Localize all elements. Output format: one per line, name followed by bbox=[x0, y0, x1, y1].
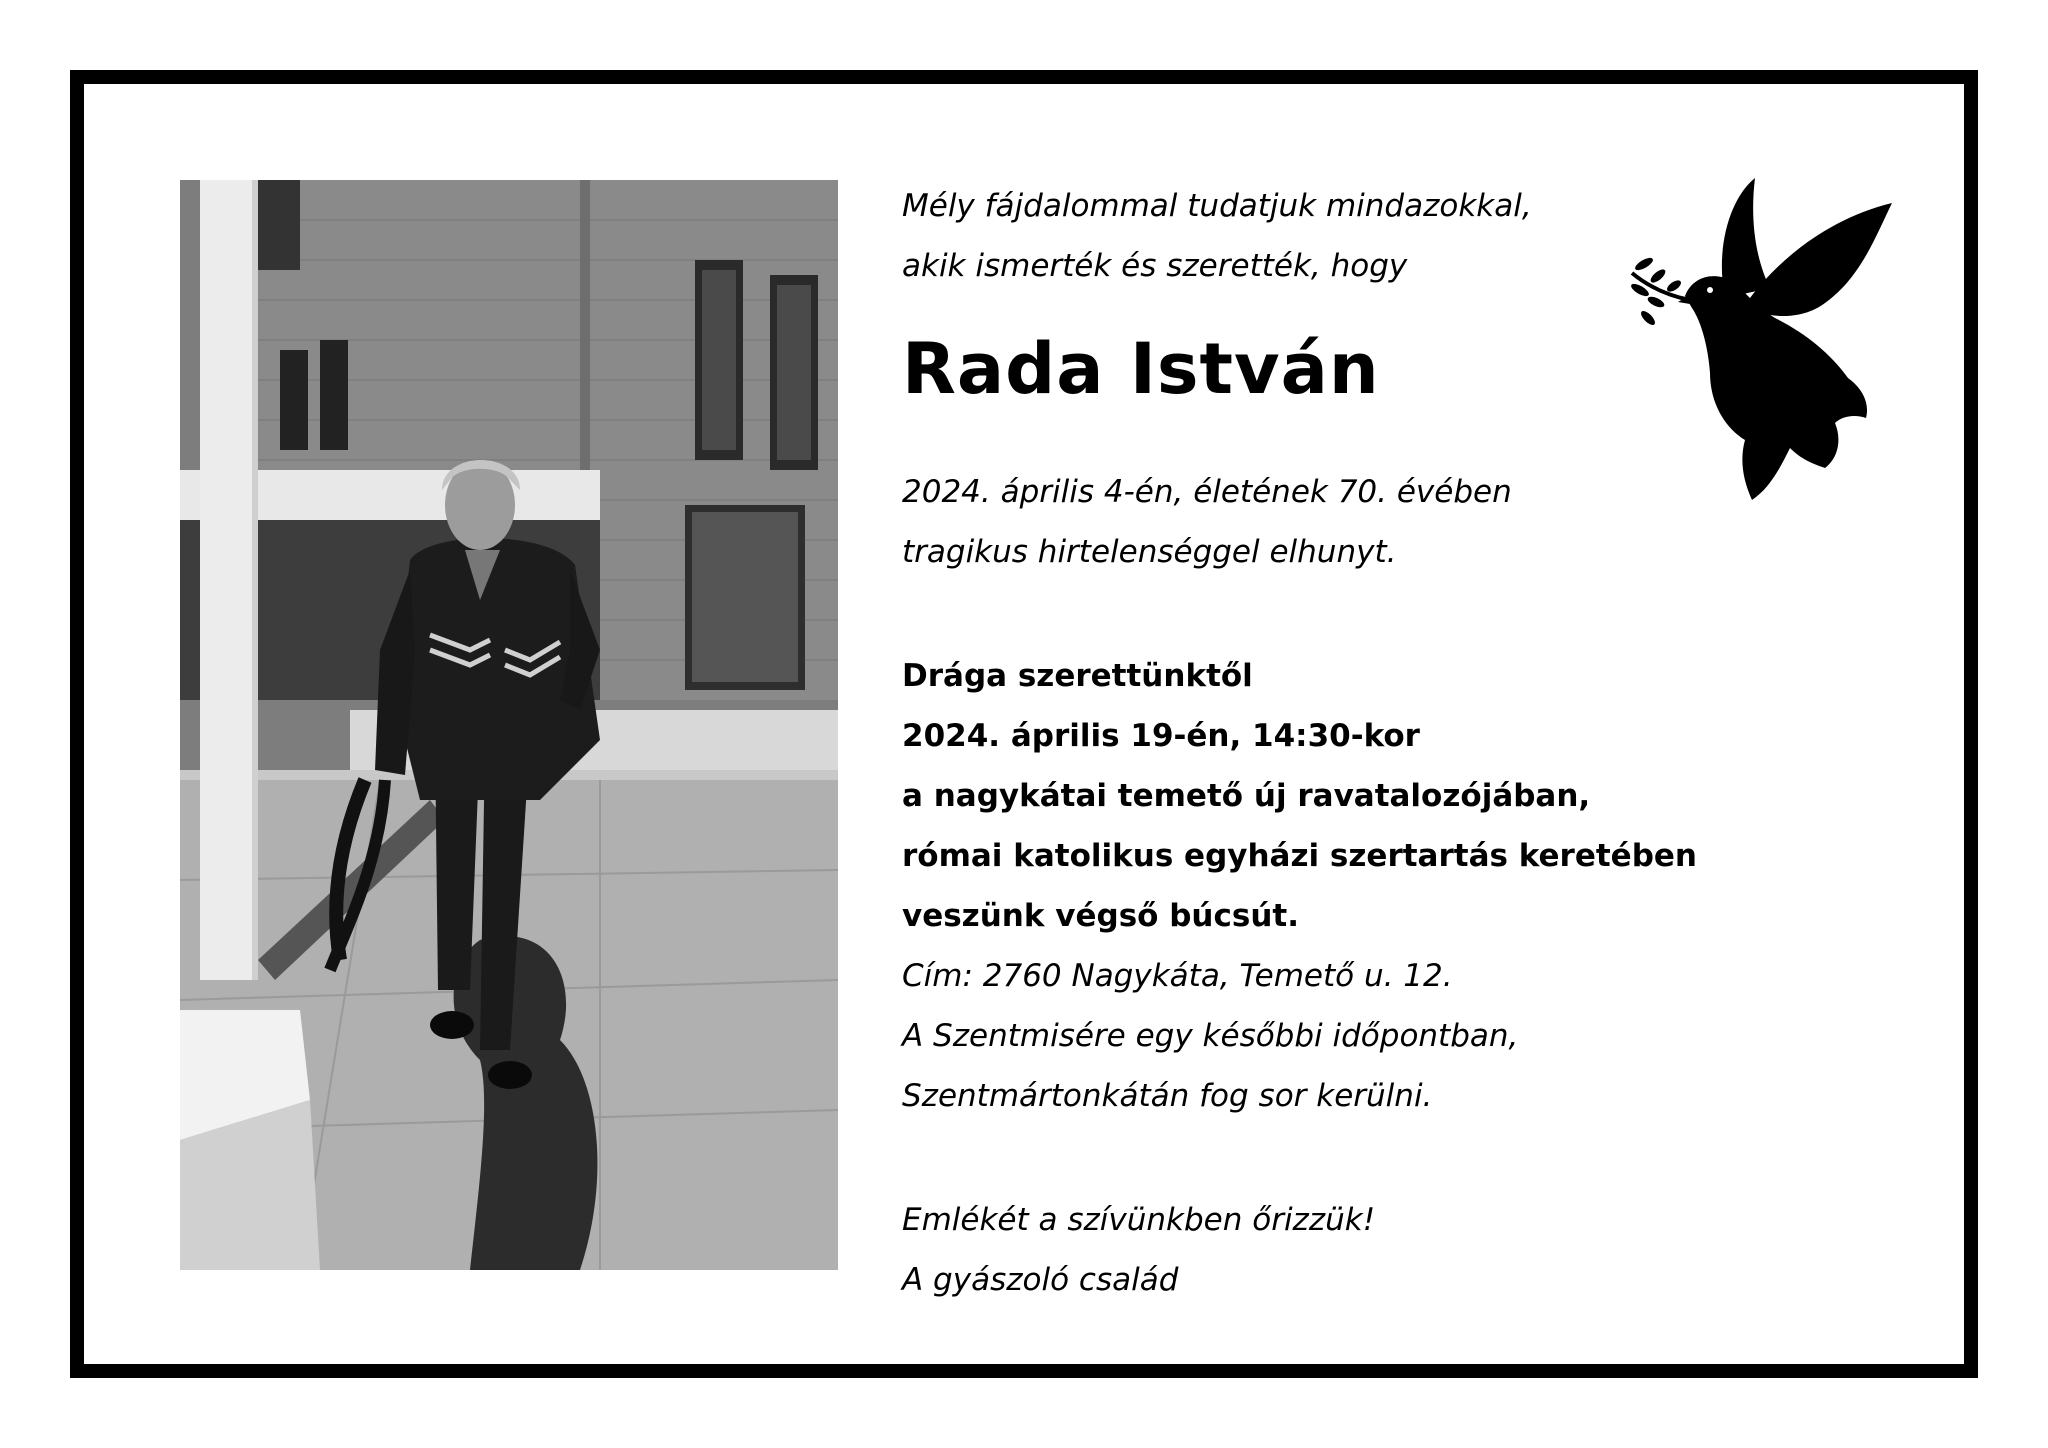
closing-line: A gyászoló család bbox=[902, 1262, 1179, 1298]
mass-note-line: Szentmártonkátán fog sor kerülni. bbox=[902, 1078, 1433, 1114]
portrait-photo bbox=[180, 180, 838, 1270]
mass-note-line: A Szentmisére egy későbbi időpontban, bbox=[902, 1018, 1519, 1054]
funeral-line: a nagykátai temető új ravatalozójában, bbox=[902, 778, 1591, 814]
death-notice-line: 2024. április 4-én, életének 70. évében bbox=[902, 474, 1512, 510]
dove-with-olive-branch-icon bbox=[1630, 178, 1892, 516]
funeral-line: veszünk végső búcsút. bbox=[902, 898, 1299, 934]
closing-line: Emlékét a szívünkben őrizzük! bbox=[902, 1202, 1376, 1238]
funeral-line: 2024. április 19-én, 14:30-kor bbox=[902, 718, 1420, 754]
deceased-name: Rada István bbox=[902, 328, 1380, 410]
intro-line: akik ismerték és szerették, hogy bbox=[902, 248, 1408, 284]
death-notice-line: tragikus hirtelenséggel elhunyt. bbox=[902, 534, 1397, 570]
funeral-line: római katolikus egyházi szertartás keretében bbox=[902, 838, 1697, 874]
address-line: Cím: 2760 Nagykáta, Temető u. 12. bbox=[902, 958, 1453, 994]
intro-line: Mély fájdalommal tudatjuk mindazokkal, bbox=[902, 188, 1532, 224]
funeral-line: Drága szerettünktől bbox=[902, 658, 1253, 694]
